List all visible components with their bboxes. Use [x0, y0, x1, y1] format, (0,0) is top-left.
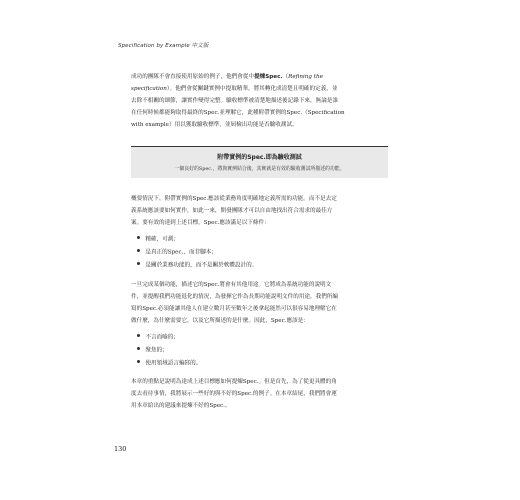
paragraph-1-line-5: with example）用以獲取驗收標準，並屆檢出功能是否驗收測試。: [131, 122, 298, 128]
running-head: Specification by Example 中文版: [118, 43, 209, 49]
list-item: [137, 249, 217, 256]
text-run: 成功的團隊不會直接使用原始的例子，他們會從中: [131, 74, 255, 80]
paragraph-3-line-2: 件，並提醒我們功能退化的情況，為發揮它作為長期功能說明文件的用途，我們所編: [131, 294, 338, 300]
paragraph-3-line-4: 做什麼，為什麼需要它，以及它所描述的是什麼。因此，Spec.應該是：: [131, 318, 309, 324]
bullet-icon: [137, 249, 140, 252]
page-number: 130: [114, 445, 127, 453]
list-item: [137, 262, 257, 269]
text-run: （: [282, 74, 289, 80]
english-term: Refining the: [288, 74, 323, 80]
paragraph-4-line-2: 度去看待事情，我將展示一些好的與不好的Spec.的例子。在本章結尾，我們將會運: [131, 391, 337, 397]
list-item-text: 使用領域語言編寫的。: [145, 360, 202, 367]
list-item: [137, 334, 179, 341]
list-item: [137, 236, 179, 243]
key-term: 提煉Spec.: [254, 74, 283, 80]
list-item-text: 是關於業務功能的，而不是關於軟體設計的。: [145, 262, 258, 269]
bullet-icon: [137, 262, 140, 265]
list-item-text: 不言而喻的；: [145, 334, 179, 341]
bullet-icon: [137, 334, 140, 337]
english-term: specification: [131, 86, 167, 92]
bullet-icon: [137, 347, 140, 350]
paragraph-2-line-1: 概要情況下，附帶實例的Spec.應該從業務角度明確地定義所需的功能。而不是去定: [131, 196, 337, 202]
paragraph-1-line-2: [131, 87, 338, 93]
paragraph-1-line-1: [131, 75, 323, 81]
paragraph-2-line-2: 義系統應該要如何實作，如此一來，開發團隊才可以自由地找出符合需求的最佳方: [131, 208, 333, 214]
list-item-text: 精確，可測；: [145, 236, 179, 243]
paragraph-1-line-3: 去除不相關的細節，讓實作變得完整。驗收標準被清楚地描述後記錄下來，無論是誰: [131, 98, 338, 104]
text-run: ）。他們會從關鍵實例中提取精華，將其轉化成清楚且明確的定義，並: [166, 86, 338, 92]
list-item-text: 聚焦的；: [145, 347, 168, 354]
callout-title: 附帶實例的Spec.即為驗收測試: [217, 154, 302, 161]
list-item: [137, 360, 201, 367]
paragraph-2-line-3: 案。要有效的達到上述目標，Spec.應該滿足以下條件：: [131, 220, 270, 226]
paragraph-4-line-3: 用本章給出的建議來提煉不好的Spec.。: [131, 403, 231, 409]
callout-body: 一個良好的Spec.，將與實例結合後，其實就是有效的驗收測試所描述的功能。: [174, 166, 345, 172]
paragraph-3-line-1: 一旦完成某個功能，描述它的Spec.將會有其他用途。它將成為系統功能的說明文: [131, 282, 332, 288]
list-item: [137, 347, 168, 354]
list-item-text: 是真正的Spec.，而非腳本；: [145, 249, 217, 256]
paragraph-1-line-4: 在任何時候都能夠取得最終的Spec.並理解它，此種附帶實例的Spec.（Specification: [131, 110, 345, 116]
callout-box: [131, 146, 388, 178]
paragraph-4-line-1: 本章的重點是說明為達成上述目標應如何提煉Spec.。但是首先，為了從更具體的角: [131, 379, 337, 385]
paragraph-3-line-3: 寫的Spec.必須能讓其他人在建立數月甚至數年之後拿起能然可以很容易地理解它在: [131, 306, 337, 312]
bullet-icon: [137, 236, 140, 239]
bullet-icon: [137, 360, 140, 363]
